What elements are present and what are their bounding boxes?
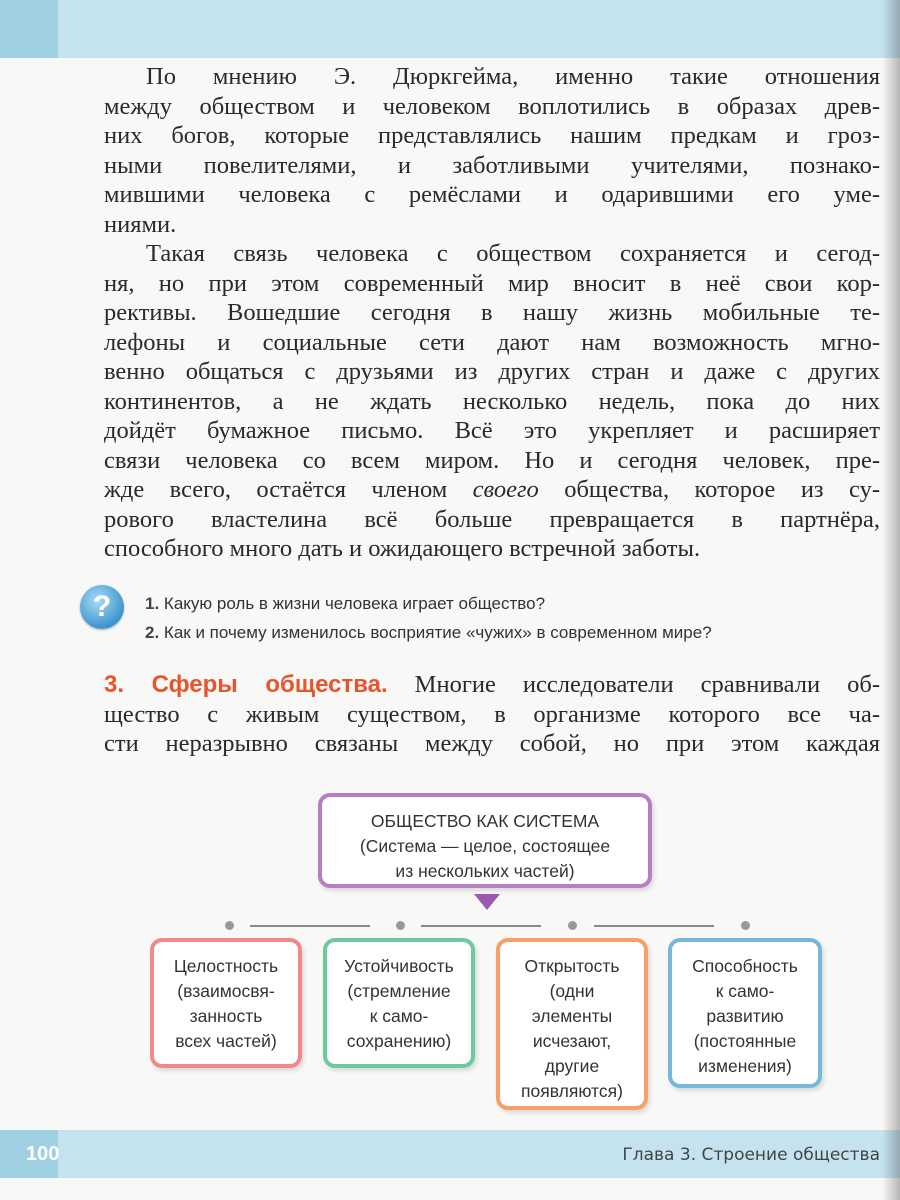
text-line: дойдёт бумажное письмо. Всё это укрепляет и расширяет bbox=[104, 417, 880, 444]
diagram-box bbox=[668, 938, 822, 1088]
text-line: ня, но при этом современный мир вносит в неё свои кор- bbox=[104, 269, 880, 297]
text-line: рективы. Вошедшие сегодня в нашу жизнь мобильные те- bbox=[104, 299, 880, 326]
section-title: 3. Сферы общества. bbox=[104, 671, 388, 698]
text-line: способного много дать и ожидающего встречной заботы. bbox=[104, 535, 701, 562]
text-line: мившими человека с ремёслами и одарившими его уме- bbox=[104, 181, 880, 208]
text-line: континентов, а не ждать несколько недель, пока до них bbox=[104, 387, 880, 415]
diagram-box-line: всех частей) bbox=[175, 1031, 277, 1051]
text-line bbox=[104, 475, 880, 505]
text-fragment: общества, которое из су- bbox=[538, 476, 880, 503]
diagram-main-line: из нескольких частей) bbox=[395, 861, 575, 881]
text-line: между обществом и человеком воплотились в образах древ- bbox=[104, 92, 880, 120]
paragraph-2 bbox=[104, 239, 880, 564]
connector-line bbox=[594, 925, 714, 927]
connector-line bbox=[250, 925, 370, 927]
diagram-box-line: изменения) bbox=[698, 1056, 792, 1076]
header-band bbox=[0, 0, 900, 58]
text-line: Такая связь человека с обществом сохраняется и сегод- bbox=[146, 240, 880, 267]
text-fragment: жде всего, остаётся членом bbox=[104, 476, 473, 503]
question-text: Какую роль в жизни человека играет общество? bbox=[163, 594, 546, 613]
text-line: венно общаться с друзьями из других стран и даже с других bbox=[104, 358, 880, 385]
text-line bbox=[104, 670, 880, 700]
text-line: щество с живым существом, в организме которого все ча- bbox=[104, 700, 880, 728]
diagram-box-line: к само- bbox=[715, 981, 775, 1001]
question-text: Как и почему изменилось восприятие «чужих» в современном мире? bbox=[163, 623, 712, 642]
diagram-main-box bbox=[318, 793, 652, 888]
diagram-box-line: Открытость bbox=[524, 956, 620, 976]
text-line: них богов, которые представлялись нашим предкам и гроз- bbox=[104, 122, 880, 149]
diagram-box-line: сохранению) bbox=[346, 1031, 452, 1051]
arrow-down-icon bbox=[474, 894, 500, 910]
question-number: 1. bbox=[145, 594, 160, 613]
question-icon: ? bbox=[80, 585, 124, 629]
chapter-title: Глава 3. Строение общества bbox=[622, 1145, 880, 1165]
questions-list bbox=[145, 589, 712, 647]
section-3 bbox=[104, 670, 880, 759]
diagram-box-line: (одни bbox=[549, 981, 595, 1001]
diagram-box-line: развитию bbox=[706, 1006, 784, 1026]
diagram-box-line: Устойчивость bbox=[344, 956, 454, 976]
diagram-box bbox=[150, 938, 302, 1068]
page-number: 100 bbox=[26, 1143, 60, 1165]
connector-dot bbox=[741, 921, 750, 930]
connector-line bbox=[421, 925, 541, 927]
text-line: рового властелина всё больше превращается в партнёра, bbox=[104, 505, 880, 533]
diagram-box-line: элементы bbox=[531, 1006, 613, 1026]
diagram-box-line: занность bbox=[189, 1006, 263, 1026]
diagram-box-line: Целостность bbox=[173, 956, 279, 976]
diagram-box-line: к само- bbox=[369, 1006, 429, 1026]
connector-dot bbox=[225, 921, 234, 930]
connector-dot bbox=[568, 921, 577, 930]
connector-dot bbox=[396, 921, 405, 930]
text-line: лефоны и социальные сети дают нам возможность мгно- bbox=[104, 328, 880, 356]
header-corner bbox=[0, 0, 58, 58]
diagram-box-line: появляются) bbox=[521, 1081, 623, 1101]
question-number: 2. bbox=[145, 623, 160, 642]
emphasis: своего bbox=[472, 476, 539, 503]
diagram-main-line: (Система — целое, состоящее bbox=[359, 836, 611, 856]
diagram-box-line: другие bbox=[544, 1056, 600, 1076]
paragraph-1 bbox=[104, 62, 880, 239]
diagram-box-line: Способность bbox=[692, 956, 798, 976]
text-line: По мнению Э. Дюркгейма, именно такие отношения bbox=[146, 63, 880, 90]
text-line: ниями. bbox=[104, 210, 177, 238]
text-fragment: Многие исследователи сравнивали об- bbox=[387, 671, 880, 698]
text-line: сти неразрывно связаны между собой, но при этом каждая bbox=[104, 730, 880, 757]
diagram-box bbox=[496, 938, 648, 1110]
diagram-box-line: (постоянные bbox=[693, 1031, 797, 1051]
question-item bbox=[145, 618, 712, 647]
diagram-main-title: ОБЩЕСТВО КАК СИСТЕМА bbox=[370, 811, 600, 831]
diagram-box bbox=[323, 938, 475, 1068]
text-line: ными повелителями, и заботливыми учителями, познако- bbox=[104, 151, 880, 179]
text-line: связи человека со всем миром. Но и сегодня человек, пре- bbox=[104, 446, 880, 474]
question-item bbox=[145, 589, 712, 618]
page-edge-shadow bbox=[882, 0, 900, 1200]
diagram-box-line: исчезают, bbox=[532, 1031, 612, 1051]
diagram-box-line: (взаимосвя- bbox=[177, 981, 275, 1001]
diagram-box-line: (стремление bbox=[347, 981, 451, 1001]
